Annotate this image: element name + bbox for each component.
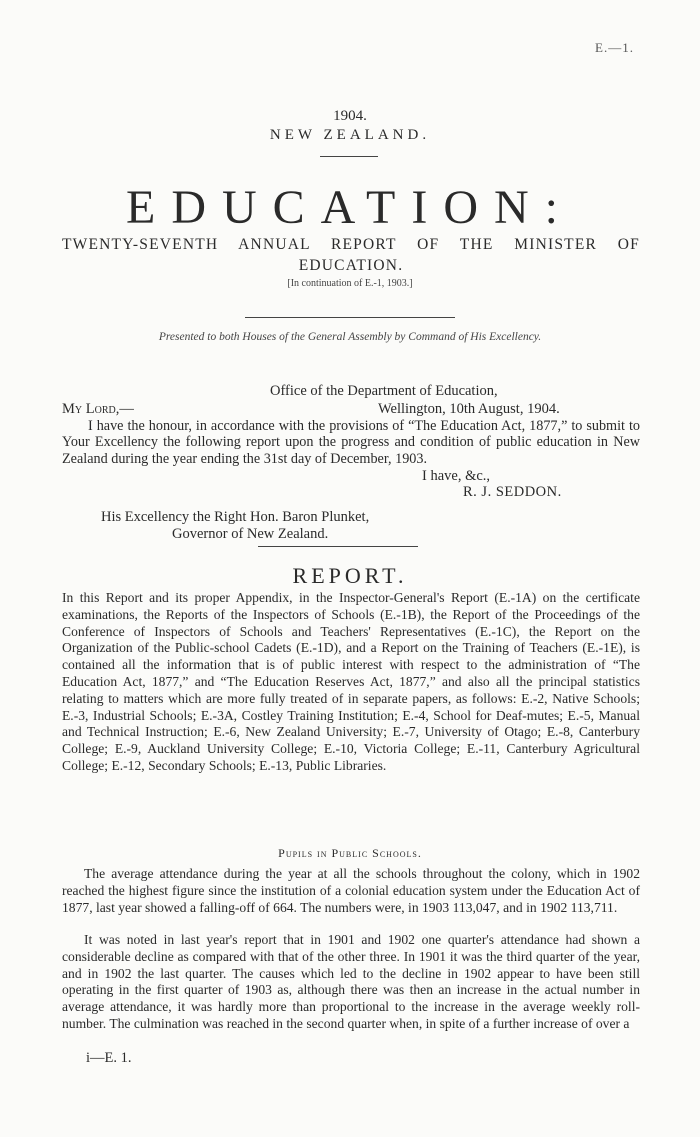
letter-date: Wellington, 10th August, 1904. [378, 401, 560, 417]
section-heading: Pupils in Public Schools. [278, 846, 422, 860]
letter-office-line: Office of the Department of Education, [270, 383, 498, 399]
presentation-note: Presented to both Houses of the General Assembly by Command of His Excellency. [158, 331, 542, 343]
letter-body: I have the honour, in accordance with the provisions of “The Education Act, 1877,” to submit to Your Excellency the following report upon the progress and condition of public education in New Zealand during the year ending the 31st day of December, 1903. [62, 418, 640, 467]
document-title: EDUCATION: [126, 181, 574, 234]
country-heading: NEW ZEALAND. [269, 127, 431, 143]
divider-rule [320, 156, 378, 157]
report-heading: REPORT. [292, 563, 408, 588]
letter-addressee-title: Governor of New Zealand. [172, 526, 329, 542]
report-paragraph: It was noted in last year's report that in 1901 and 1902 one quarter's attendance had shown a considerable decline as compared with that of the other three. In 1901 it was the third quarter of the year, and in 1902 the last quarter. The causes which led to the decline in 1902 appear to have been still operating in the first quarter of 1903 as, although there was then an increase in the actual number in average attendance, it was hardly more than proportional to the increase in the average weekly roll-number. The culmination was reached in the second quarter when, in spite of a further increase of over a [62, 932, 640, 1031]
divider-rule [258, 546, 418, 547]
report-paragraph: The average attendance during the year at all the schools throughout the colony, which in 1902 reached the highest figure since the institution of a colonial education system under the Education Act of 1877, last year showed a falling-off of 664. The numbers were, in 1903 113,047, and in 1902 113,711. [62, 866, 640, 915]
letter-signoff: I have, &c., [422, 468, 491, 484]
document-subtitle: TWENTY-SEVENTH ANNUAL REPORT OF THE MINISTER OF EDUCATION. [62, 236, 640, 274]
divider-rule [245, 317, 455, 318]
letter-addressee: His Excellency the Right Hon. Baron Plunket, [101, 509, 370, 525]
letter-signature: R. J. SEDDON. [463, 484, 562, 500]
printer-signature-mark: i—E. 1. [86, 1050, 132, 1066]
continuation-note: [In continuation of E.-1, 1903.] [287, 278, 413, 289]
report-paragraph: In this Report and its proper Appendix, in the Inspector-General's Report (E.-1A) on the certificate examinations, the Reports of the Inspectors of Schools (E.-1B), the Report of the Proceedings of the Conference of Inspectors of Schools and Teachers' Representatives (E.-1C), the Report on the Organization of the Public-school Cadets (E.-1D), and a Report on the Training of Teachers (E.-1E), is contained all the information that is of public interest with respect to the administration of “The Education Act, 1877,” and “The Education Reserves Act, 1877,” and also all the principal statistics relating to matters which are more fully treated of in separate papers, as follows: E.-2, Native Schools; E.-3, Industrial Schools; E.-3A, Costley Training Institution; E.-4, School for Deaf-mutes; E.-5, Manual and Technical Instruction; E.-6, New Zealand University; E.-7, University of Otago; E.-8, Canterbury College; E.-9, Auckland University College; E.-10, Victoria College; E.-11, Canterbury Agricultural College; E.-12, Secondary Schools; E.-13, Public Libraries. [62, 590, 640, 773]
letter-salutation: My Lord,— [62, 401, 134, 417]
page-reference: E.—1. [595, 40, 634, 55]
document-year: 1904. [333, 108, 367, 124]
